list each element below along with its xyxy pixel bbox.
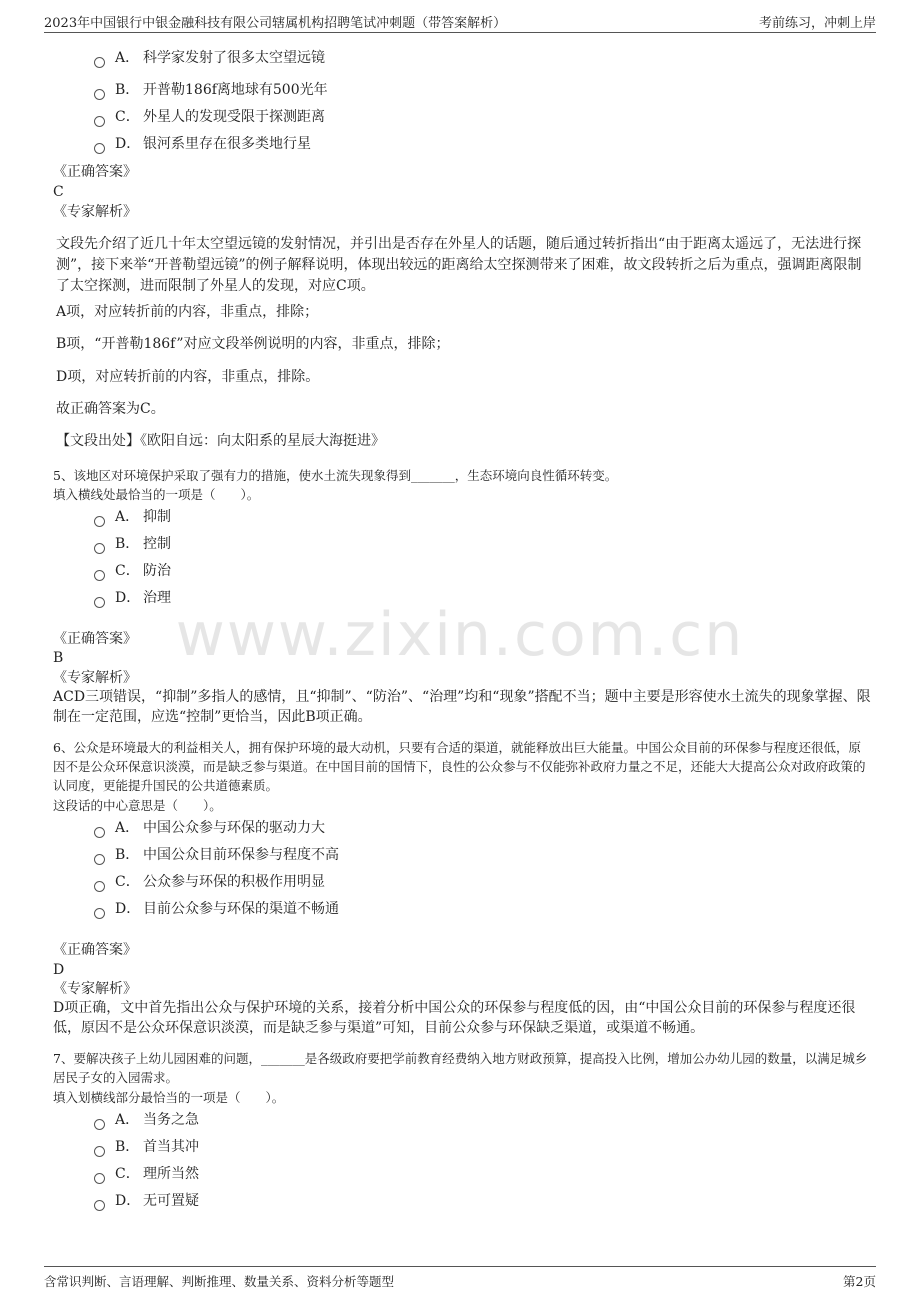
radio-icon[interactable] [94, 543, 105, 554]
q4-option-a[interactable]: A． 科学家发射了很多太空望远镜 [94, 48, 325, 68]
q5-answer: B [53, 650, 64, 666]
q4-analysis-paragraph: 文段先介绍了近几十年太空望远镜的发射情况，并引出是否存在外星人的话题，随后通过转折指出“由于距离太遥远了，无法进行探测”，接下来举“开普勒望远镜”的例子解释说明，体现出较远的距离给太空探测带来了困难，故文段转折之后为重点，强调距离限制了太空探测，进而限制了外星人的发现，对应C项。 [56, 236, 862, 294]
radio-icon[interactable] [94, 57, 105, 68]
q7-option-c[interactable]: C． 理所当然 [94, 1164, 199, 1184]
q6-option-b[interactable]: B． 中国公众目前环保参与程度不高 [94, 845, 339, 865]
footer-divider [44, 1266, 876, 1267]
q4-option-d[interactable]: D． 银河系里存在很多类地行星 [94, 134, 311, 154]
radio-icon[interactable] [94, 570, 105, 581]
radio-icon[interactable] [94, 516, 105, 527]
radio-icon[interactable] [94, 597, 105, 608]
page-number: 第2页 [843, 1274, 876, 1289]
radio-icon[interactable] [94, 881, 105, 892]
q5-analysis: ACD三项错误，“抑制”多指人的感情，且“抑制”、“防治”、“治理”均和“现象”搭配不当；题中主要是形容使水土流失的现象掌握、限制在一定范围，应选“控制”更恰当，因此B项正确。 [53, 689, 871, 725]
q7-option-b[interactable]: B． 首当其冲 [94, 1137, 199, 1157]
q4-analysis-paragraph: A项，对应转折前的内容，非重点，排除； [56, 304, 319, 320]
radio-icon[interactable] [94, 1173, 105, 1184]
radio-icon[interactable] [94, 1200, 105, 1211]
radio-icon[interactable] [94, 143, 105, 154]
q7-option-a[interactable]: A． 当务之急 [94, 1110, 199, 1130]
q6-analysis: D项正确，文中首先指出公众与保护环境的关系，接着分析中国公众的环保参与程度低的因，由“中国公众目前的环保参与程度还很低，原因不是公众环保意识淡漠，而是缺乏参与渠道”可知，目前公众参与环保缺乏渠道，或渠道不畅通。 [53, 1000, 856, 1036]
header-slogan: 考前练习，冲刺上岸 [758, 16, 876, 31]
q6-option-d[interactable]: D． 目前公众参与环保的渠道不畅通 [94, 899, 339, 919]
footer-text: 含常识判断、言语理解、判断推理、数量关系、资料分析等题型 [44, 1274, 395, 1289]
q5-answer-label: 《正确答案》 [53, 631, 137, 647]
header-divider [44, 32, 876, 33]
q4-analysis-paragraph: 故正确答案为C。 [56, 401, 165, 417]
radio-icon[interactable] [94, 908, 105, 919]
radio-icon[interactable] [94, 116, 105, 127]
q4-analysis-label: 《专家解析》 [53, 204, 137, 220]
q5-option-b[interactable]: B． 控制 [94, 534, 171, 554]
q5-option-d[interactable]: D． 治理 [94, 588, 171, 608]
radio-icon[interactable] [94, 827, 105, 838]
radio-icon[interactable] [94, 1119, 105, 1130]
q6-option-c[interactable]: C． 公众参与环保的积极作用明显 [94, 872, 325, 892]
header-title: 2023年中国银行中银金融科技有限公司辖属机构招聘笔试冲刺题（带答案解析） [44, 16, 507, 31]
q6-answer-label: 《正确答案》 [53, 942, 137, 958]
q4-option-c[interactable]: C． 外星人的发现受限于探测距离 [94, 107, 325, 127]
q4-analysis-paragraph: B项，“开普勒186f”对应文段举例说明的内容，非重点，排除； [56, 336, 450, 352]
q7-prompt: 填入划横线部分最恰当的一项是（ ）。 [53, 1090, 285, 1105]
q7-option-d[interactable]: D． 无可置疑 [94, 1191, 199, 1211]
q5-stem: 5、该地区对环境保护采取了强有力的措施，使水土流失现象得到_______，生态环境向良性循环转变。 [53, 468, 618, 483]
q5-option-c[interactable]: C． 防治 [94, 561, 171, 581]
radio-icon[interactable] [94, 854, 105, 865]
q4-analysis-paragraph: D项，对应转折前的内容，非重点，排除。 [56, 369, 320, 385]
q4-option-b[interactable]: B． 开普勒186f离地球有500光年 [94, 80, 328, 100]
q6-answer: D [53, 962, 65, 978]
q6-option-a[interactable]: A． 中国公众参与环保的驱动力大 [94, 818, 325, 838]
q4-answer-label: 《正确答案》 [53, 164, 137, 180]
q5-prompt: 填入横线处最恰当的一项是（ ）。 [53, 487, 260, 502]
radio-icon[interactable] [94, 1146, 105, 1157]
q4-source: 【文段出处】《欧阳自远：向太阳系的星辰大海挺进》 [56, 433, 385, 449]
q4-answer: C [53, 184, 64, 200]
radio-icon[interactable] [94, 89, 105, 100]
q6-analysis-label: 《专家解析》 [53, 981, 137, 997]
q5-option-a[interactable]: A． 抑制 [94, 507, 171, 527]
q7-stem: 7、要解决孩子上幼儿园困难的问题，_______是各级政府要把学前教育经费纳入地方财政预算，提高投入比例，增加公办幼儿园的数量，以满足城乡居民子女的入园需求。 [53, 1051, 868, 1085]
q6-prompt: 这段话的中心意思是（ ）。 [53, 798, 222, 813]
q5-analysis-label: 《专家解析》 [53, 670, 137, 686]
q6-stem: 6、公众是环境最大的利益相关人，拥有保护环境的最大动机，只要有合适的渠道，就能释放出巨大能量。中国公众目前的环保参与程度还很低，原因不是公众环保意识淡漠，而是缺乏参与渠道。在中国目前的国情下，良性的公众参与不仅能弥补政府力量之不足，还能大大提高公众对政府政策的认同度，更能提升国民的公共道德素质。 [53, 740, 866, 793]
watermark: www.zixin.com.cn [175, 600, 745, 670]
